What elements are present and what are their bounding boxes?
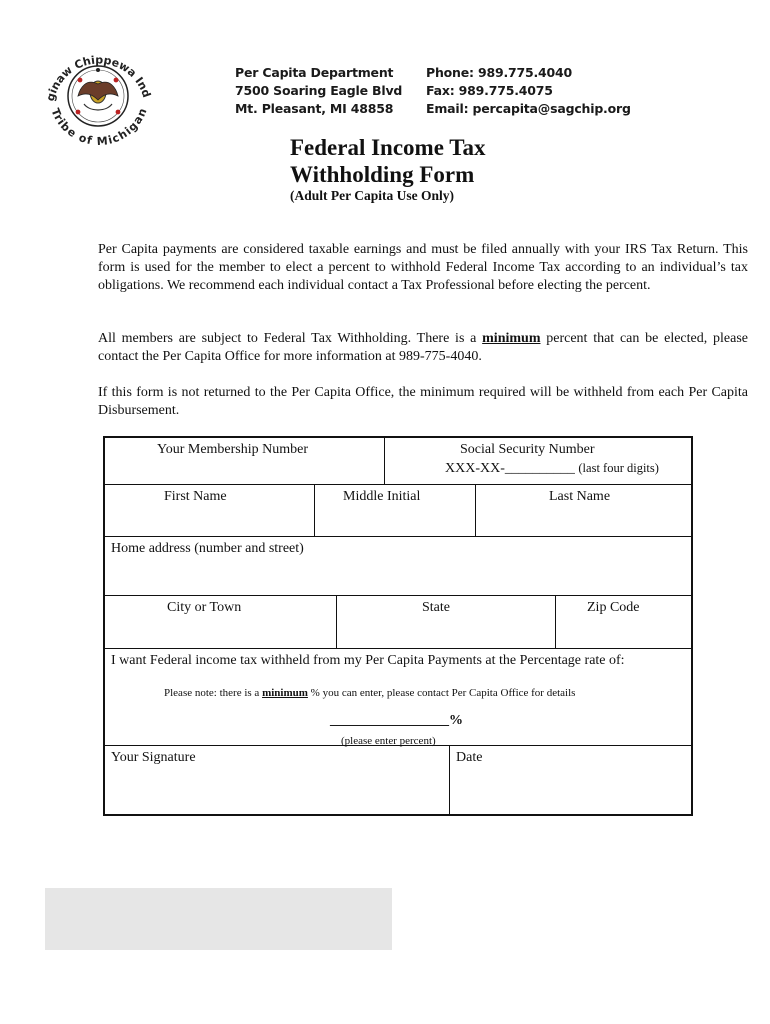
tribal-seal-icon — [40, 40, 158, 148]
ssn-label: Social Security Number — [460, 442, 595, 457]
state-field[interactable]: State — [422, 600, 450, 615]
note-text-before: Please note: there is a — [164, 687, 263, 699]
withholding-text-before: All members are subject to Federal Tax Withholding. There is a — [98, 331, 483, 346]
ssn-format: XXX-XX-__________ — [445, 461, 579, 476]
department-address — [235, 64, 402, 118]
percent-input[interactable]: _________________% — [330, 713, 463, 728]
withholding-text-after: percent that can be elected, please contact the Per Capita Office for more information at 989-775-4040. — [98, 331, 748, 364]
title-line-2: Withholding Form — [290, 162, 475, 187]
intro-paragraph: Per Capita payments are considered taxable earnings and must be filed annually with your IRS Tax Return. This form is used for the member to elect a percent to withhold Federal Income Tax according to an individual’s tax obligations. We recommend each individual contact a Tax Professional before electing the percent. — [98, 242, 748, 293]
last-name-field[interactable]: Last Name — [549, 489, 611, 504]
form-title — [290, 134, 486, 188]
zip-code-field[interactable]: Zip Code — [587, 600, 640, 615]
note-minimum-emphasis: minimum — [262, 687, 308, 699]
ssn-hint: (last four digits) — [578, 461, 659, 475]
city-state-zip: Mt. Pleasant, MI 48858 — [235, 101, 394, 116]
redacted-area — [45, 888, 392, 950]
phone-number: Phone: 989.775.4040 — [426, 65, 573, 80]
withholding-rate-label: I want Federal income tax withheld from my Per Capita Payments at the Percentage rate of: — [111, 653, 625, 668]
withholding-paragraph — [98, 330, 748, 366]
city-field[interactable]: City or Town — [167, 600, 242, 615]
department-name: Per Capita Department — [235, 65, 394, 80]
department-contact — [426, 64, 631, 118]
withholding-form-table — [103, 436, 693, 816]
tribal-seal-logo — [40, 40, 158, 148]
ssn-field[interactable] — [445, 459, 659, 478]
svg-text:Saginaw Chippewa Indian: ginaw Chippewa Ind — [43, 53, 154, 103]
email-address[interactable]: Email: percapita@sagchip.org — [426, 101, 631, 116]
fax-number: Fax: 989.775.4075 — [426, 83, 553, 98]
home-address-field[interactable]: Home address (number and street) — [111, 541, 304, 556]
middle-initial-field[interactable]: Middle Initial — [343, 489, 421, 504]
svg-text:Tribe of Michigan: Tribe of Michigan — [48, 106, 150, 148]
street-address: 7500 Soaring Eagle Blvd — [235, 83, 403, 98]
first-name-field[interactable]: First Name — [164, 489, 227, 504]
percent-hint: (please enter percent) — [341, 735, 436, 747]
minimum-emphasis: minimum — [482, 331, 541, 346]
return-paragraph: If this form is not returned to the Per Capita Office, the minimum required will be withheld from each Per Capita Disbursement. — [98, 385, 748, 418]
minimum-note — [164, 684, 575, 702]
title-line-1: Federal Income Tax — [290, 135, 486, 160]
membership-number-field[interactable]: Your Membership Number — [157, 442, 309, 457]
form-subtitle: (Adult Per Capita Use Only) — [290, 188, 454, 203]
date-field[interactable]: Date — [456, 750, 483, 765]
signature-field[interactable]: Your Signature — [111, 750, 196, 765]
note-text-after: % you can enter, please contact Per Capita Office for details — [307, 687, 576, 699]
